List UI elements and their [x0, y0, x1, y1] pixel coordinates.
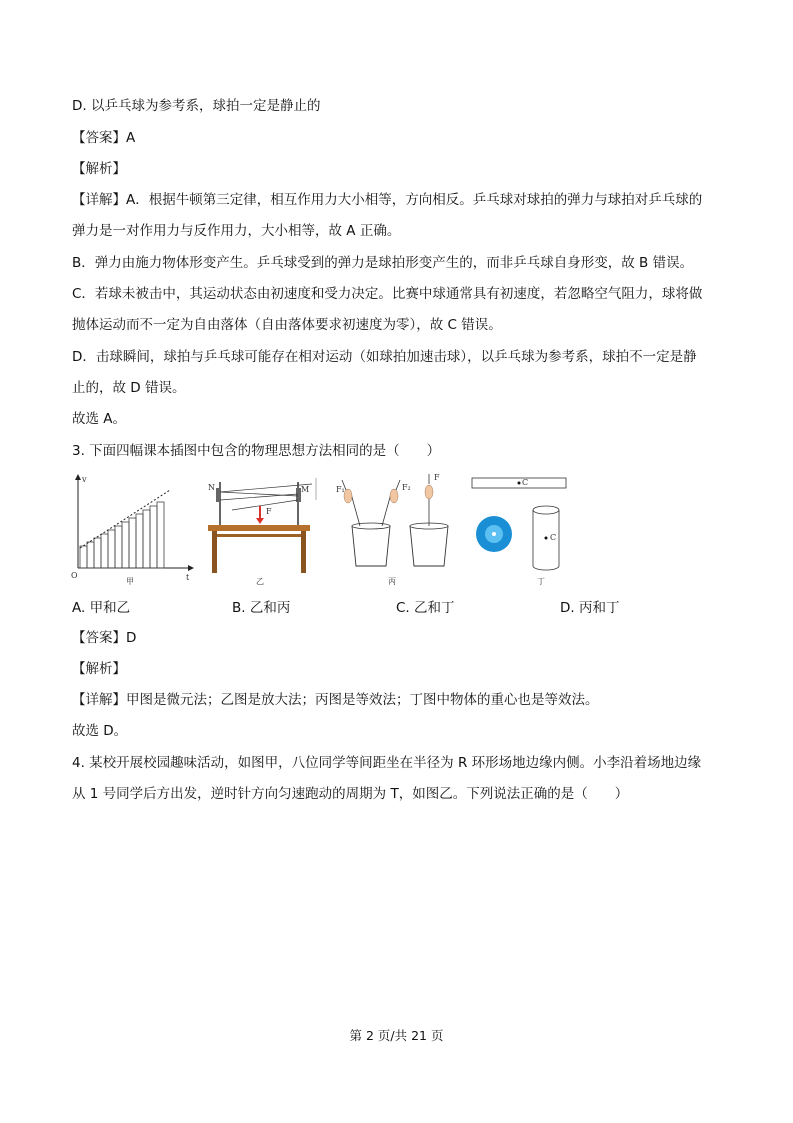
option-d: D. 丙和丁: [560, 600, 620, 616]
axis-t: t: [186, 573, 190, 582]
textbook-figures: [70, 470, 590, 590]
figure-jia: [71, 474, 194, 586]
detail-line: B．弹力由施力物体形变产生。乒乓球受到的弹力是球拍形变产生的，而非乒乓球自身形变，故 B 错误。: [72, 255, 694, 271]
label-f1: F₁: [336, 485, 345, 494]
caption-bing: 丙: [388, 577, 396, 586]
axis-o: O: [71, 571, 78, 580]
caption-yi: 乙: [256, 577, 264, 586]
question-4-cont: 从 1 号同学后方出发，逆时针方向匀速跑动的周期为 T，如图乙。下列说法正确的是（ ）: [72, 786, 629, 802]
caption-ding: 丁: [537, 577, 545, 586]
figure-yi: [208, 478, 316, 586]
caption-jia: 甲: [126, 577, 134, 586]
answer-label: 【答案】D: [72, 630, 137, 646]
detail-line: D．击球瞬间，球拍与乒乓球可能存在相对运动（如球拍加速击球），以乒乓球为参考系，球拍不一定是静: [72, 349, 697, 365]
label-c: C: [550, 533, 557, 542]
detail-line: 【详解】甲图是微元法；乙图是放大法；丙图是等效法；丁图中物体的重心也是等效法。: [72, 692, 599, 708]
figure-bing: [336, 473, 448, 586]
detail-line: 抛体运动而不一定为自由落体（自由落体要求初速度为零），故 C 错误。: [72, 317, 502, 333]
conclusion: 故选 D。: [72, 723, 128, 739]
detail-line: 【详解】A．根据牛顿第三定律，相互作用力大小相等，方向相反。乒乓球对球拍的弹力与球拍对乒乓球的: [72, 192, 703, 208]
page-footer: 第 2 页/共 21 页: [349, 1028, 444, 1043]
question-3: 3. 下面四幅课本插图中包含的物理思想方法相同的是（ ）: [72, 443, 441, 459]
analysis-label: 【解析】: [72, 661, 126, 677]
option-b: B. 乙和丙: [232, 600, 291, 616]
answer-label: 【答案】A: [72, 130, 136, 146]
label-n: N: [208, 483, 215, 492]
option-a: A. 甲和乙: [72, 600, 131, 616]
conclusion: 故选 A。: [72, 411, 127, 427]
label-c: C: [522, 478, 529, 487]
label-f: F: [266, 507, 272, 516]
figure-ding: [472, 478, 566, 586]
detail-line: 止的，故 D 错误。: [72, 380, 186, 396]
detail-line: C．若球未被击中，其运动状态由初速度和受力决定。比赛中球通常具有初速度，若忽略空气阻力，球将做: [72, 286, 703, 302]
analysis-label: 【解析】: [72, 161, 126, 177]
detail-line: 弹力是一对作用力与反作用力，大小相等，故 A 正确。: [72, 223, 401, 239]
label-f: F: [434, 473, 440, 482]
label-m: M: [301, 485, 310, 494]
label-f2: F₂: [402, 483, 411, 492]
question-4: 4. 某校开展校园趣味活动，如图甲，八位同学等间距坐在半径为 R 环形场地边缘内侧。小李沿着场地边缘: [72, 755, 702, 771]
option-c: C. 乙和丁: [396, 600, 455, 616]
axis-v: v: [82, 475, 87, 484]
line-1: D. 以乒乓球为参考系，球拍一定是静止的: [72, 98, 321, 114]
